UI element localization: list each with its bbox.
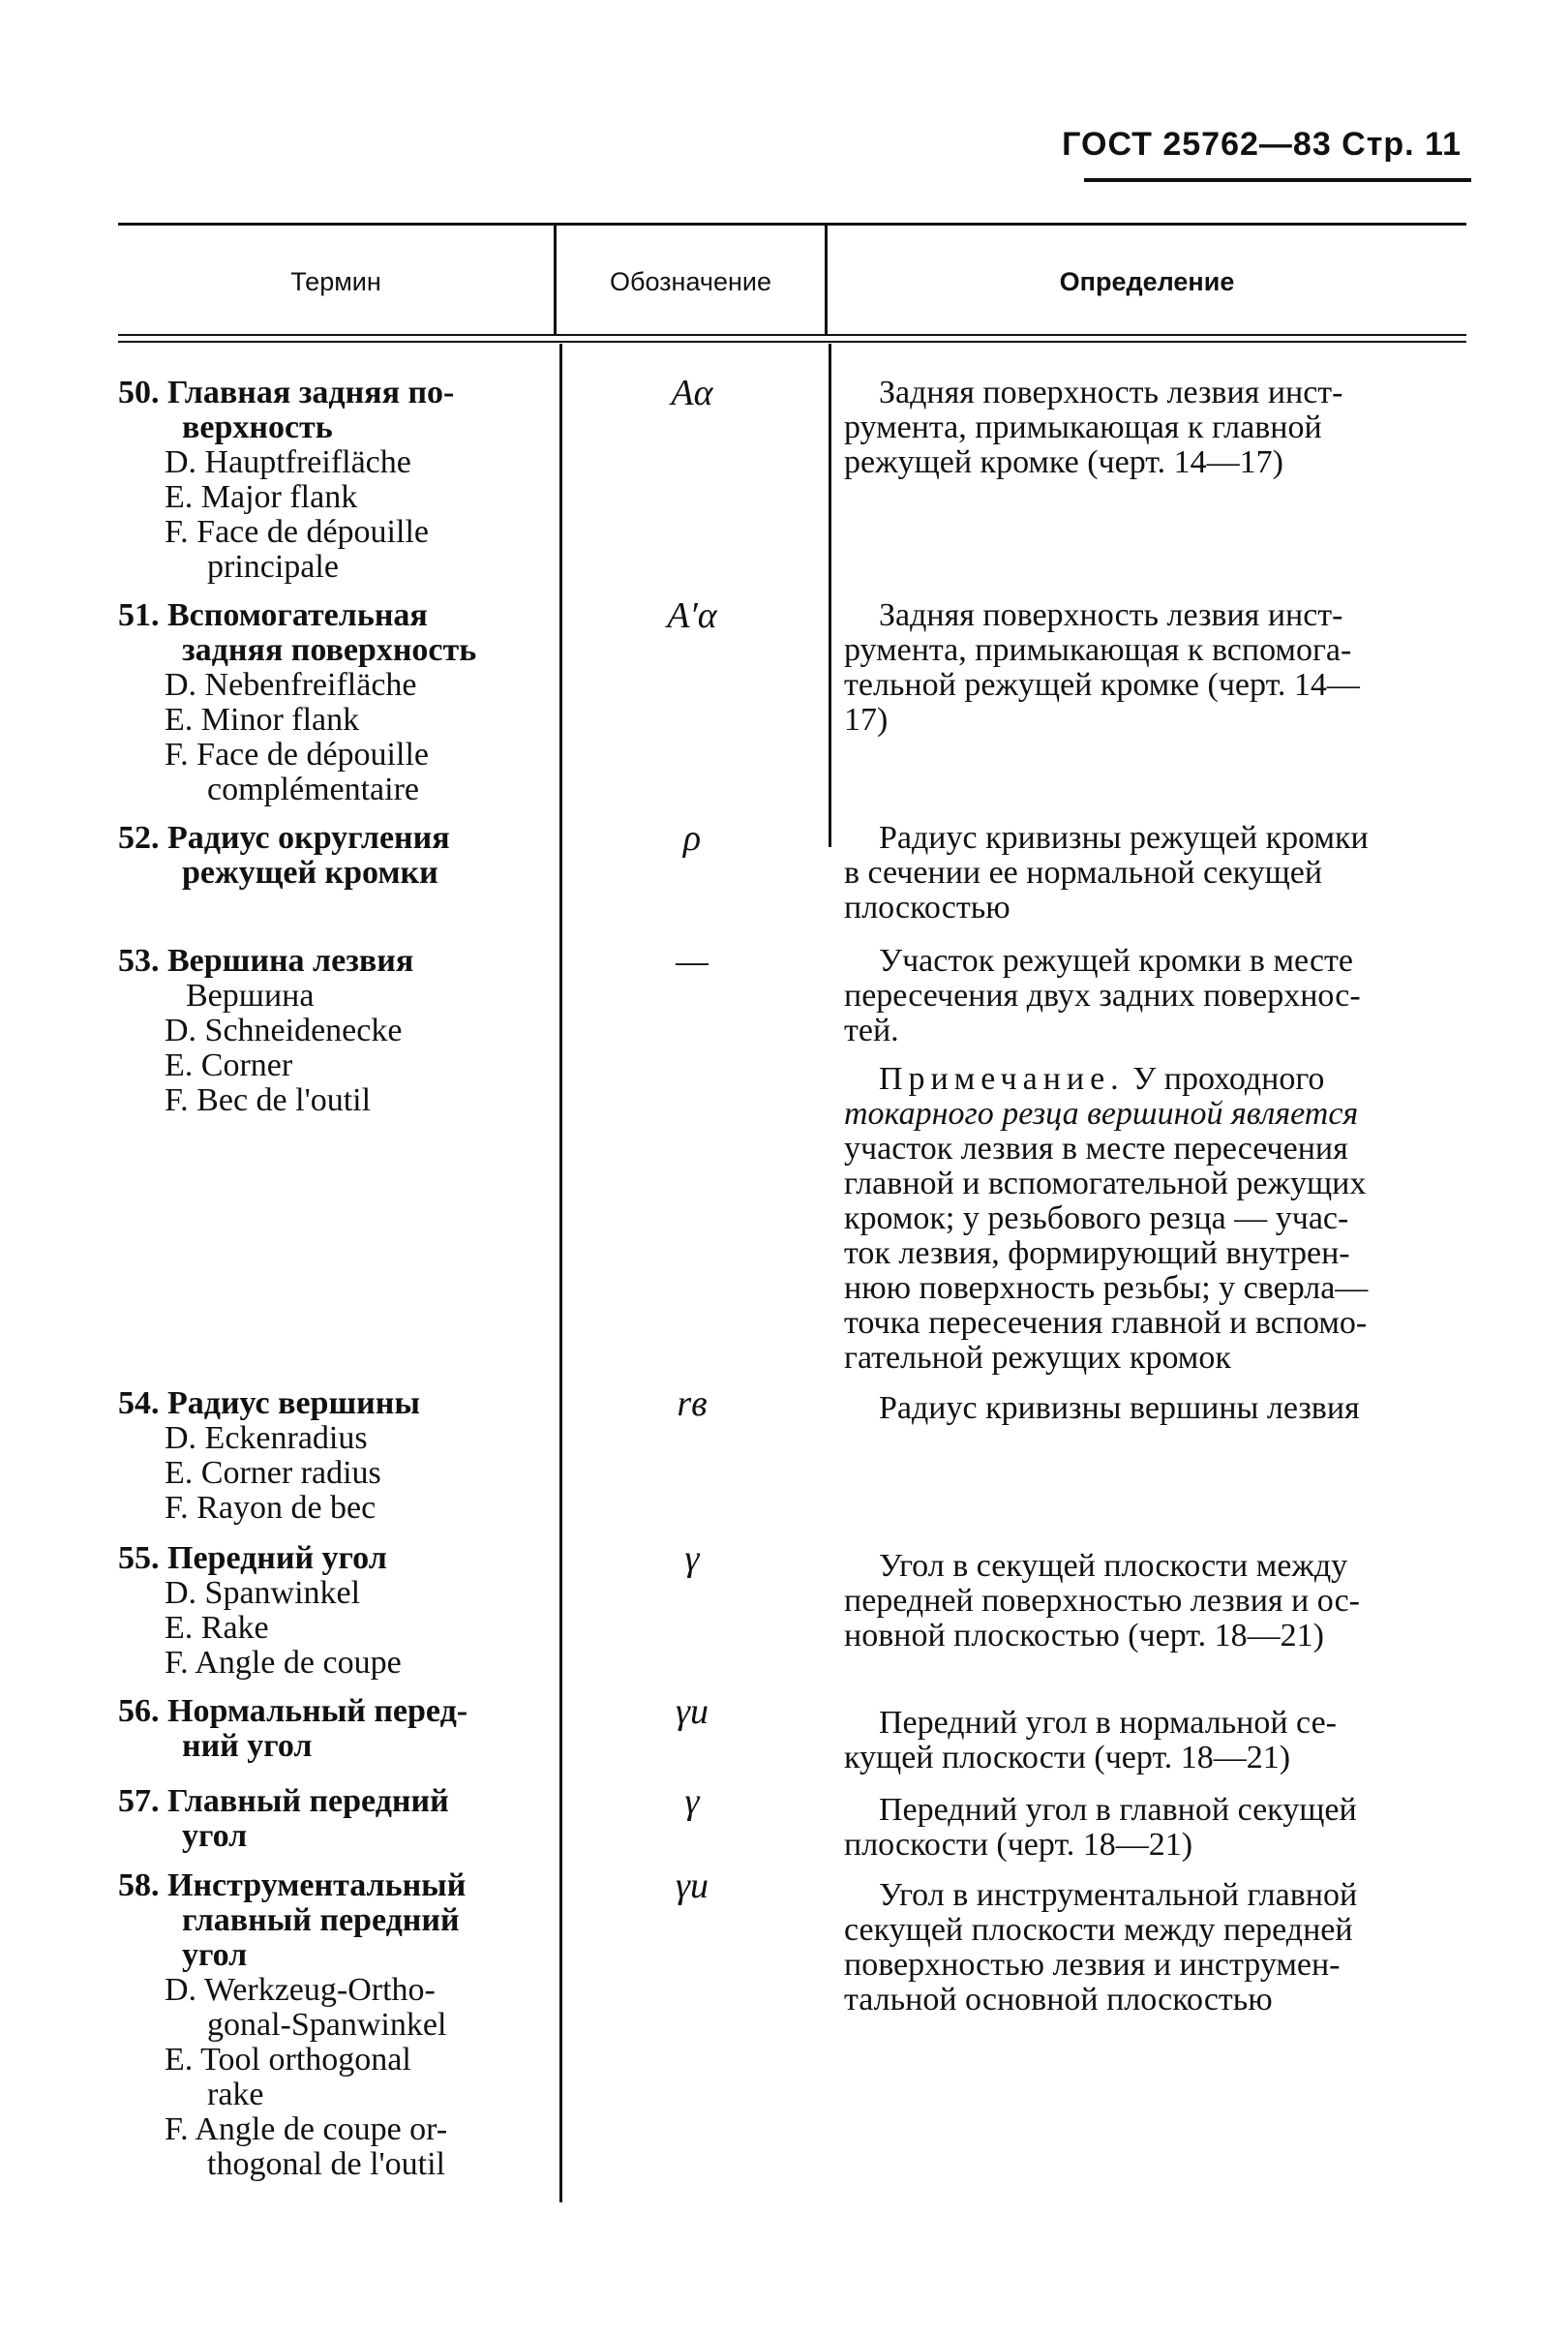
definition-line: румента, примыкающая к вспомога-: [844, 632, 1352, 668]
symbol-cell: A′α: [667, 595, 717, 636]
term-line: D. Werkzeug-Ortho-: [165, 1972, 436, 2008]
term-cell: [118, 376, 544, 585]
term-line: D. Nebenfreifläche: [165, 667, 417, 703]
definition-line: тельной режущей кромке (черт. 14—: [844, 667, 1360, 703]
term-cell: [118, 1694, 544, 1764]
header-underline: [1084, 178, 1471, 182]
term-line: угол: [182, 1818, 248, 1854]
term-cell: [118, 821, 544, 891]
term-line: 52. Радиус округления: [118, 820, 450, 856]
term-line: thogonal de l'outil: [207, 2146, 445, 2182]
definition-line: режущей кромке (черт. 14—17): [844, 444, 1283, 480]
definition-line: Угол в инструментальной главной: [879, 1877, 1358, 1913]
term-cell: [118, 598, 544, 807]
definition-line: в сечении ее нормальной секущей: [844, 855, 1323, 891]
note-line: токарного резца вершиной является: [844, 1096, 1359, 1132]
term-line: E. Minor flank: [165, 702, 360, 738]
note-line: главной и вспомогательной режущих: [844, 1166, 1367, 1201]
term-cell: [118, 1784, 544, 1854]
term-line: задняя поверхность: [182, 632, 477, 668]
definition-line: Радиус кривизны вершины лезвия: [879, 1390, 1360, 1426]
definition-line: Угол в секущей плоскости между: [879, 1548, 1348, 1584]
col-divider-1: [559, 344, 562, 2202]
term-line: 50. Главная задняя по-: [118, 375, 455, 410]
col-head-term: Термин: [290, 267, 381, 296]
col-divider-2: [829, 344, 831, 847]
definition-line: кущей плоскости (черт. 18—21): [844, 1740, 1291, 1775]
symbol-cell: γ: [684, 1538, 700, 1579]
term-line: верхность: [182, 410, 333, 445]
symbol-cell: γи: [676, 1866, 709, 1906]
term-line: E. Rake: [165, 1610, 269, 1646]
definition-line: поверхностью лезвия и инструмен-: [844, 1947, 1341, 1983]
term-line: 57. Главный передний: [118, 1783, 449, 1819]
term-line: F. Bec de l'outil: [165, 1082, 372, 1118]
page-header: ГОСТ 25762—83 Стр. 11: [1062, 126, 1462, 163]
term-line: F. Angle de coupe or-: [165, 2111, 448, 2147]
term-line: угол: [182, 1937, 248, 1973]
term-line: F. Face de dépouille: [165, 737, 429, 773]
term-line: D. Hauptfreifläche: [165, 444, 411, 480]
term-line: rake: [207, 2077, 264, 2112]
term-line: Вершина: [186, 978, 315, 1014]
definition-cell: [844, 1878, 1463, 2017]
term-line: главный передний: [182, 1902, 460, 1938]
definition-cell: [844, 1549, 1463, 1653]
term-line: D. Eckenradius: [165, 1420, 368, 1456]
term-cell: [118, 1541, 544, 1681]
term-line: 54. Радиус вершины: [118, 1385, 420, 1421]
term-line: 58. Инструментальный: [118, 1867, 467, 1903]
definition-line: плоскостью: [844, 890, 1010, 925]
term-line: F. Angle de coupe: [165, 1645, 402, 1681]
term-line: 53. Вершина лезвия: [118, 943, 414, 979]
term-line: 51. Вспомогательная: [118, 597, 428, 633]
symbol-cell: ρ: [682, 818, 702, 859]
definition-line: 17): [844, 702, 889, 738]
note-line: гательной режущих кромок: [844, 1340, 1231, 1376]
term-line: E. Corner radius: [165, 1455, 381, 1491]
definition-line: Радиус кривизны режущей кромки: [879, 820, 1369, 856]
table-head-rule-2: [118, 341, 1466, 343]
term-line: D. Spanwinkel: [165, 1575, 361, 1611]
note-line: кромок; у резьбового резца — учас-: [844, 1200, 1349, 1236]
term-cell: [118, 1386, 544, 1526]
term-line: режущей кромки: [182, 855, 438, 891]
symbol-cell: γи: [676, 1691, 709, 1732]
term-cell: [118, 944, 544, 1118]
definition-line: румента, примыкающая к главной: [844, 410, 1322, 445]
definition-cell: [844, 376, 1463, 480]
note-line: нюю поверхность резьбы; у сверла—: [844, 1270, 1369, 1306]
definition-line: Задняя поверхность лезвия инст-: [879, 597, 1343, 633]
definition-line: новной плоскостью (черт. 18—21): [844, 1618, 1324, 1653]
definition-cell: [844, 1391, 1463, 1426]
definition-line: Передний угол в нормальной се-: [879, 1705, 1337, 1741]
term-cell: [118, 1868, 544, 2182]
definition-cell: [844, 821, 1463, 925]
symbol-cell: rв: [677, 1383, 708, 1424]
definition-line: Передний угол в главной секущей: [879, 1792, 1357, 1828]
term-line: F. Rayon de bec: [165, 1490, 377, 1526]
symbol-cell: —: [676, 941, 709, 982]
definition-line: Участок режущей кромки в месте: [879, 943, 1353, 979]
term-line: D. Schneidenecke: [165, 1013, 403, 1048]
definition-line: тальной основной плоскостью: [844, 1982, 1273, 2017]
note-line: точка пересечения главной и вспомо-: [844, 1305, 1368, 1341]
note-line: Примечание. У проходного: [879, 1061, 1325, 1097]
definition-line: Задняя поверхность лезвия инст-: [879, 375, 1343, 410]
note-line: ток лезвия, формирующий внутрен-: [844, 1235, 1350, 1271]
note-line: участок лезвия в месте пересечения: [844, 1131, 1348, 1167]
col-head-symbol: Обозначение: [610, 267, 771, 296]
definition-line: передней поверхностью лезвия и ос-: [844, 1583, 1360, 1619]
definition-cell: [844, 598, 1463, 738]
definition-cell: [844, 944, 1463, 1376]
definition-line: секущей плоскости между передней: [844, 1912, 1353, 1948]
definition-line: плоскости (черт. 18—21): [844, 1827, 1193, 1863]
definition-cell: [844, 1706, 1463, 1775]
table-top-rule: [118, 223, 1466, 226]
term-line: F. Face de dépouille: [165, 514, 429, 550]
symbol-cell: Aα: [671, 373, 713, 413]
term-line: 55. Передний угол: [118, 1540, 387, 1576]
term-line: E. Tool orthogonal: [165, 2042, 411, 2078]
term-line: ний угол: [182, 1728, 313, 1764]
term-line: E. Corner: [165, 1047, 293, 1083]
term-line: principale: [207, 549, 339, 585]
symbol-cell: γ: [684, 1781, 700, 1822]
definition-cell: [844, 1793, 1463, 1863]
definition-line: пересечения двух задних поверхнос-: [844, 978, 1361, 1014]
note-label: Примечание.: [879, 1061, 1125, 1097]
term-line: E. Major flank: [165, 479, 358, 515]
term-line: gonal-Spanwinkel: [207, 2007, 447, 2043]
col-head-definition: Определение: [1059, 267, 1235, 296]
term-line: 56. Нормальный перед-: [118, 1693, 468, 1729]
table-head-rule-1: [118, 334, 1466, 336]
term-line: complémentaire: [207, 772, 420, 807]
definition-line: тей.: [844, 1013, 899, 1048]
